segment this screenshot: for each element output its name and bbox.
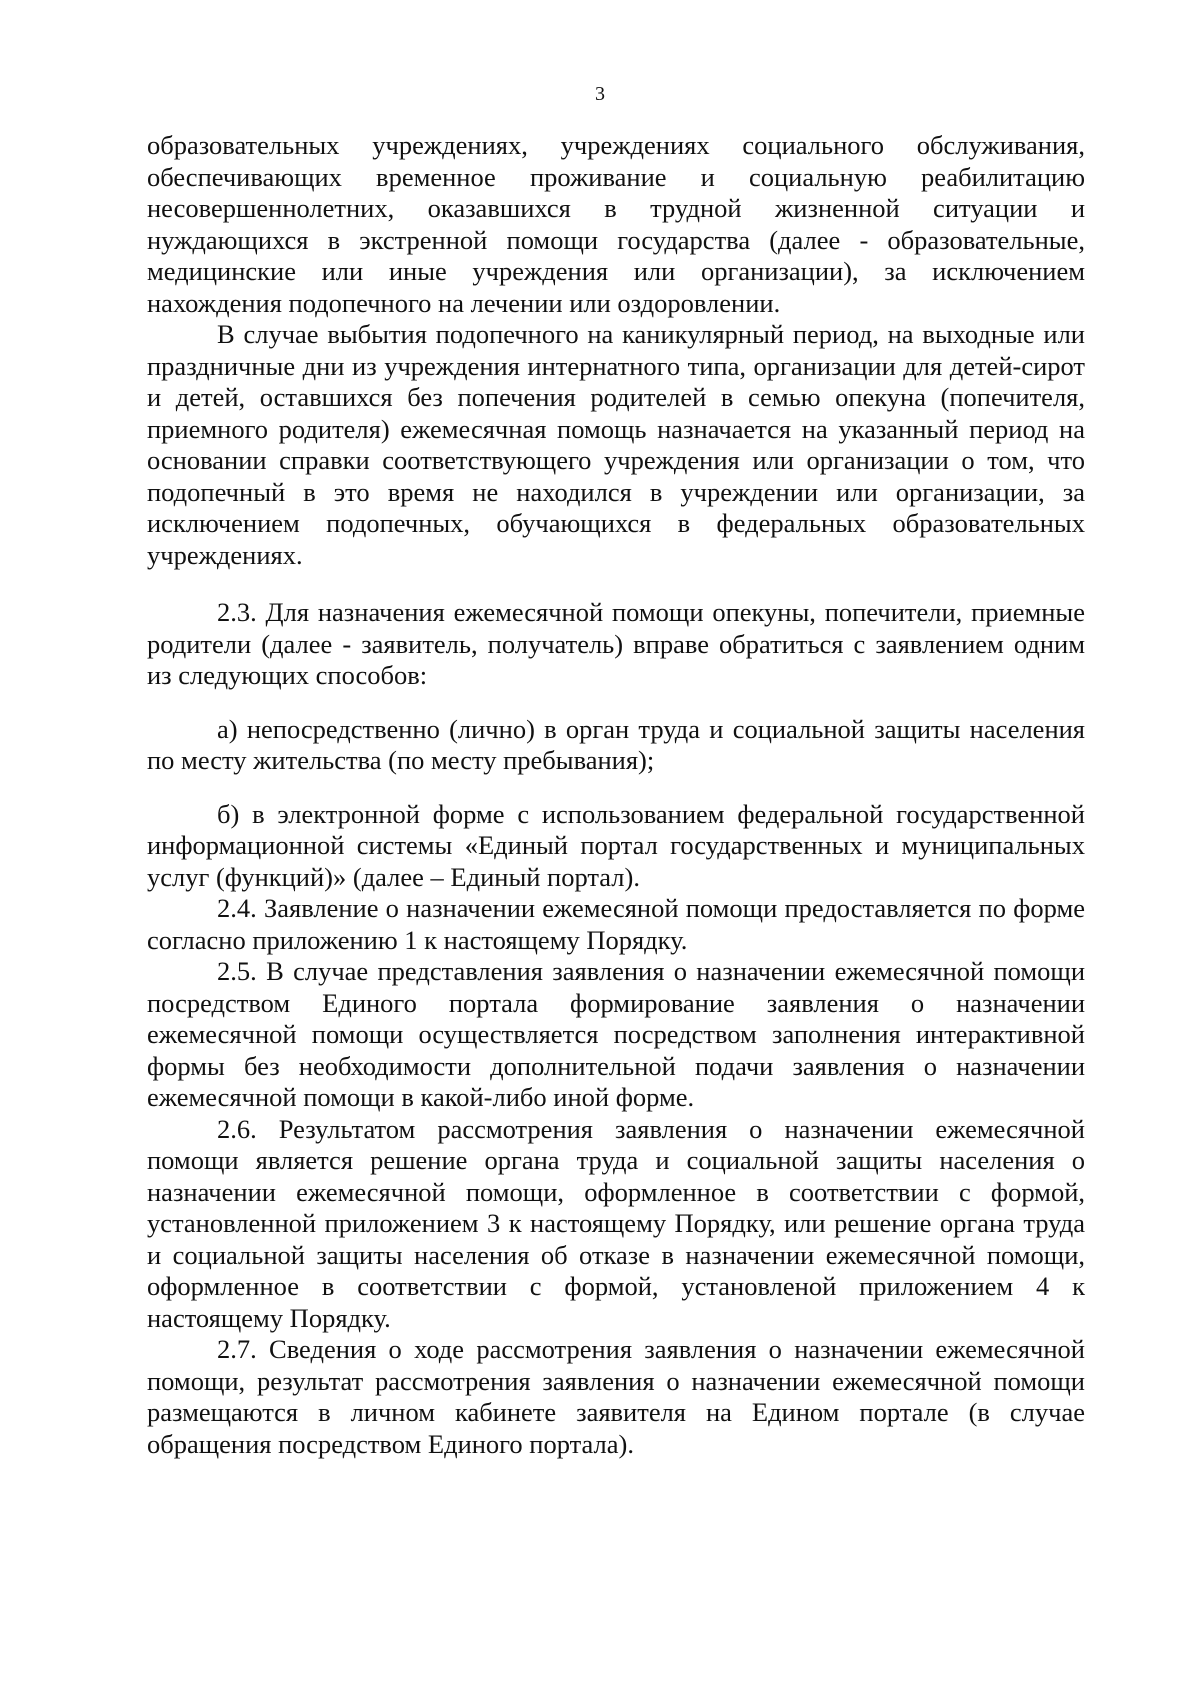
paragraph-2-7: 2.7. Сведения о ходе рассмотрения заявления о назначении ежемесячной помощи, результат рассмотрения заявления о назначении ежемесячной помощи размещаются в личном кабинете заявителя на Едином портале (в случае обращения посредством Единого портала).	[147, 1334, 1085, 1459]
paragraph-2-5: 2.5. В случае представления заявления о назначении ежемесячной помощи посредством Единого портала формирование заявления о назначении ежемесячной помощи осуществляется посредством заполнения интерактивной формы без необходимости дополнительной подачи заявления о назначении ежемесячной помощи в какой-либо иной форме.	[147, 956, 1085, 1112]
paragraph-departure: В случае выбытия подопечного на каникулярный период, на выходные или праздничные дни из учреждения интернатного типа, организации для детей-сирот и детей, оставшихся без попечения родителей в семью опекуна (попечителя, приемного родителя) ежемесячная помощь назначается на указанный период на основании справки соответствующего учреждения или организации о том, что подопечный в это время не находился в учреждении или организации, за исключением подопечных, обучающихся в федеральных образовательных учреждениях.	[147, 319, 1085, 570]
document-body	[147, 130, 1085, 1460]
paragraph-option-b: б) в электронной форме с использованием федеральной государственной информационной системы «Единый портал государственных и муниципальных услуг (функций)» (далее – Единый портал).	[147, 798, 1085, 892]
paragraph-continuation: образовательных учреждениях, учреждениях социального обслуживания, обеспечивающих временное проживание и социальную реабилитацию несовершеннолетних, оказавшихся в трудной жизненной ситуации и нуждающихся в экстренной помощи государства (далее - образовательные, медицинские или иные учреждения или организации), за исключением нахождения подопечного на лечении или оздоровлении.	[147, 130, 1085, 318]
paragraph-option-a: а) непосредственно (лично) в орган труда и социальной защиты населения по месту жительства (по месту пребывания);	[147, 713, 1085, 775]
paragraph-2-3: 2.3. Для назначения ежемесячной помощи опекуны, попечители, приемные родители (далее - заявитель, получатель) вправе обратиться с заявлением одним из следующих способов:	[147, 597, 1085, 690]
page-number: 3	[595, 83, 605, 105]
paragraph-2-6: 2.6. Результатом рассмотрения заявления о назначении ежемесячной помощи является решение органа труда и социальной защиты населения о назначении ежемесячной помощи, оформленное в соответствии с формой, установленной приложением 3 к настоящему Порядку, или решение органа труда и социальной защиты населения об отказе в назначении ежемесячной помощи, оформленное в соответствии с формой, установленой приложением 4 к настоящему Порядку.	[147, 1113, 1085, 1333]
paragraph-2-4: 2.4. Заявление о назначении ежемесяной помощи предоставляется по форме согласно приложению 1 к настоящему Порядку.	[147, 893, 1085, 955]
